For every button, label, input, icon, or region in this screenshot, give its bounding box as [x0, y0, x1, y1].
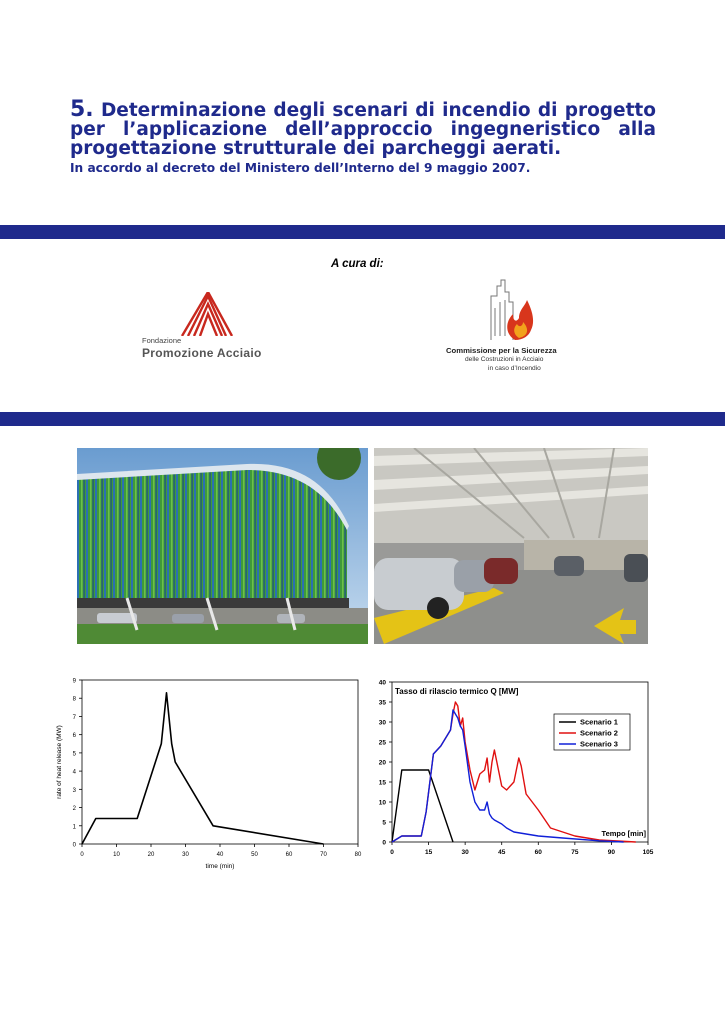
- section-number: 5.: [70, 97, 94, 122]
- x-tick-label: 10: [113, 852, 120, 858]
- y-tick-label: 15: [378, 779, 386, 787]
- x-tick-label: 30: [182, 852, 189, 858]
- document-heading: [70, 97, 656, 176]
- y-tick-label: 25: [378, 739, 386, 747]
- y-tick-label: 5: [382, 819, 386, 827]
- y-tick-label: 5: [72, 751, 76, 758]
- building-flame-icon: [443, 278, 593, 344]
- chart-legend: [554, 714, 630, 750]
- y-tick-label: 7: [72, 714, 76, 721]
- promozione-acciaio-text: Promozione Acciaio: [142, 346, 262, 360]
- x-tick-label: 15: [424, 849, 433, 856]
- interior-photo-illustration: [374, 448, 648, 644]
- chart-title: Tasso di rilascio termico Q [MW]: [395, 687, 519, 696]
- y-tick-label: 4: [72, 769, 76, 776]
- legend-entry-2: Scenario 2: [580, 728, 618, 738]
- x-axis-label: time (min): [205, 863, 235, 870]
- red-arches-icon: [142, 292, 302, 336]
- x-tick-label: 30: [461, 849, 469, 856]
- y-tick-label: 30: [378, 719, 386, 727]
- y-tick-label: 9: [72, 678, 76, 685]
- x-tick-label: 40: [216, 852, 224, 858]
- parking-building-exterior-photo: [77, 448, 368, 644]
- x-tick-label: 80: [354, 852, 362, 858]
- heat-release-chart-svg: [52, 672, 362, 872]
- fondazione-promozione-acciaio-logo: [142, 292, 302, 362]
- x-tick-label: 75: [571, 849, 579, 856]
- parking-interior-photo: [374, 448, 648, 644]
- fondazione-text: Fondazione: [142, 336, 182, 345]
- commissione-line-3: in caso d’Incendio: [488, 365, 541, 372]
- y-tick-label: 2: [72, 806, 76, 813]
- x-tick-label: 70: [320, 852, 327, 858]
- legend-entry-3: Scenario 3: [580, 739, 618, 749]
- bottom-blue-band: [0, 412, 725, 426]
- heading-subtitle: In accordo al decreto del Ministero dell’Interno del 9 maggio 2007.: [70, 161, 531, 175]
- x-tick-label: 60: [534, 849, 542, 856]
- legend-entry-1: Scenario 1: [580, 717, 618, 727]
- y-tick-label: 0: [382, 839, 386, 847]
- x-tick-label: 45: [498, 849, 506, 856]
- x-tick-label: 60: [285, 852, 293, 858]
- x-axis-label: Tempo [min]: [601, 829, 646, 838]
- y-axis-label: rate of heat release (MW): [56, 725, 63, 799]
- plot-frame: [82, 680, 358, 844]
- commissione-title: Commissione per la Sicurezza: [446, 346, 557, 355]
- commissione-sicurezza-logo: [443, 278, 593, 380]
- y-tick-label: 1: [72, 824, 76, 831]
- x-tick-label: 105: [642, 849, 654, 856]
- commissione-line-2: delle Costruzioni in Acciaio: [465, 356, 544, 363]
- heading-line-2: per l’applicazione dell’approccio ingegneristico alla: [70, 119, 656, 140]
- y-tick-label: 20: [378, 759, 386, 767]
- y-tick-label: 0: [72, 842, 76, 849]
- y-tick-label: 10: [378, 799, 386, 807]
- top-blue-band: [0, 225, 725, 239]
- y-tick-label: 35: [378, 699, 386, 707]
- x-tick-label: 90: [607, 849, 616, 856]
- y-tick-label: 40: [378, 679, 386, 687]
- x-tick-label: 0: [390, 849, 394, 856]
- scenarios-chart-svg: [362, 672, 662, 872]
- y-tick-label: 8: [72, 696, 76, 703]
- y-tick-label: 3: [72, 787, 76, 794]
- heading-line-1: 5. Determinazione degli scenari di incendio di progetto: [70, 97, 656, 122]
- series-line-1: [82, 693, 324, 844]
- y-tick-label: 6: [72, 733, 76, 740]
- x-tick-label: 20: [147, 852, 155, 858]
- heading-line-3: progettazione strutturale dei parcheggi aerati.: [70, 138, 562, 159]
- x-tick-label: 50: [251, 852, 258, 858]
- authors-label: A cura di:: [331, 258, 384, 270]
- heat-release-chart-single: [52, 672, 362, 872]
- heat-release-chart-scenarios: [362, 672, 662, 872]
- x-tick-label: 0: [80, 852, 84, 858]
- facade-photo-illustration: [77, 448, 368, 644]
